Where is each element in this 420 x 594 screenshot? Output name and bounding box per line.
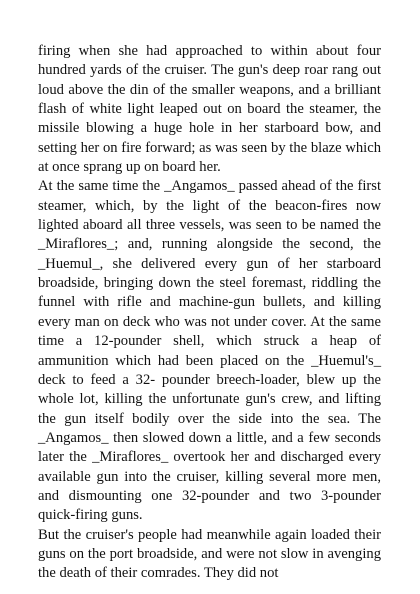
paragraph-2: At the same time the _Angamos_ passed ahead of the first steamer, which, by the light of the beacon-fires now lighted aboard all three vessels, was seen to be named the _Miraflores_; and, running alongside the second, the _Huemul_, she delivered every gun of her starboard broadside, bringing down the steel foremast, riddling the funnel with rifle and machine-gun bullets, and killing every man on deck who was not under cover. At the same time a 12-pounder shell, which struck a heap of ammunition which had been placed on the _Huemul's_ deck to feed a 32- pounder breech-loader, blew up the whole lot, killing the unfortunate gun's crew, and lifting the gun itself bodily over the side into the sea. The _Angamos_ then slowed down a little, and a few seconds later the _Miraflores_ overtook her and discharged every available gun into the cruiser, killing several more men, and dismounting one 32-pounder and two 3-pounder quick-firing guns. bbox=[38, 178, 381, 524]
paragraph-1: firing when she had approached to within about four hundred yards of the cruiser. The gun's deep roar rang out loud above the din of the smaller weapons, and a brilliant flash of white light leaped out on board the steamer, the missile blowing a huge hole in her starboard bow, and setting her on fire forward; as was seen by the blaze which at once sprang up on board her. bbox=[38, 43, 381, 176]
document-page bbox=[38, 42, 381, 584]
paragraph-3: But the cruiser's people had meanwhile again loaded their guns on the port broadside, and were not slow in avenging the death of their comrades. They did not bbox=[38, 526, 381, 582]
